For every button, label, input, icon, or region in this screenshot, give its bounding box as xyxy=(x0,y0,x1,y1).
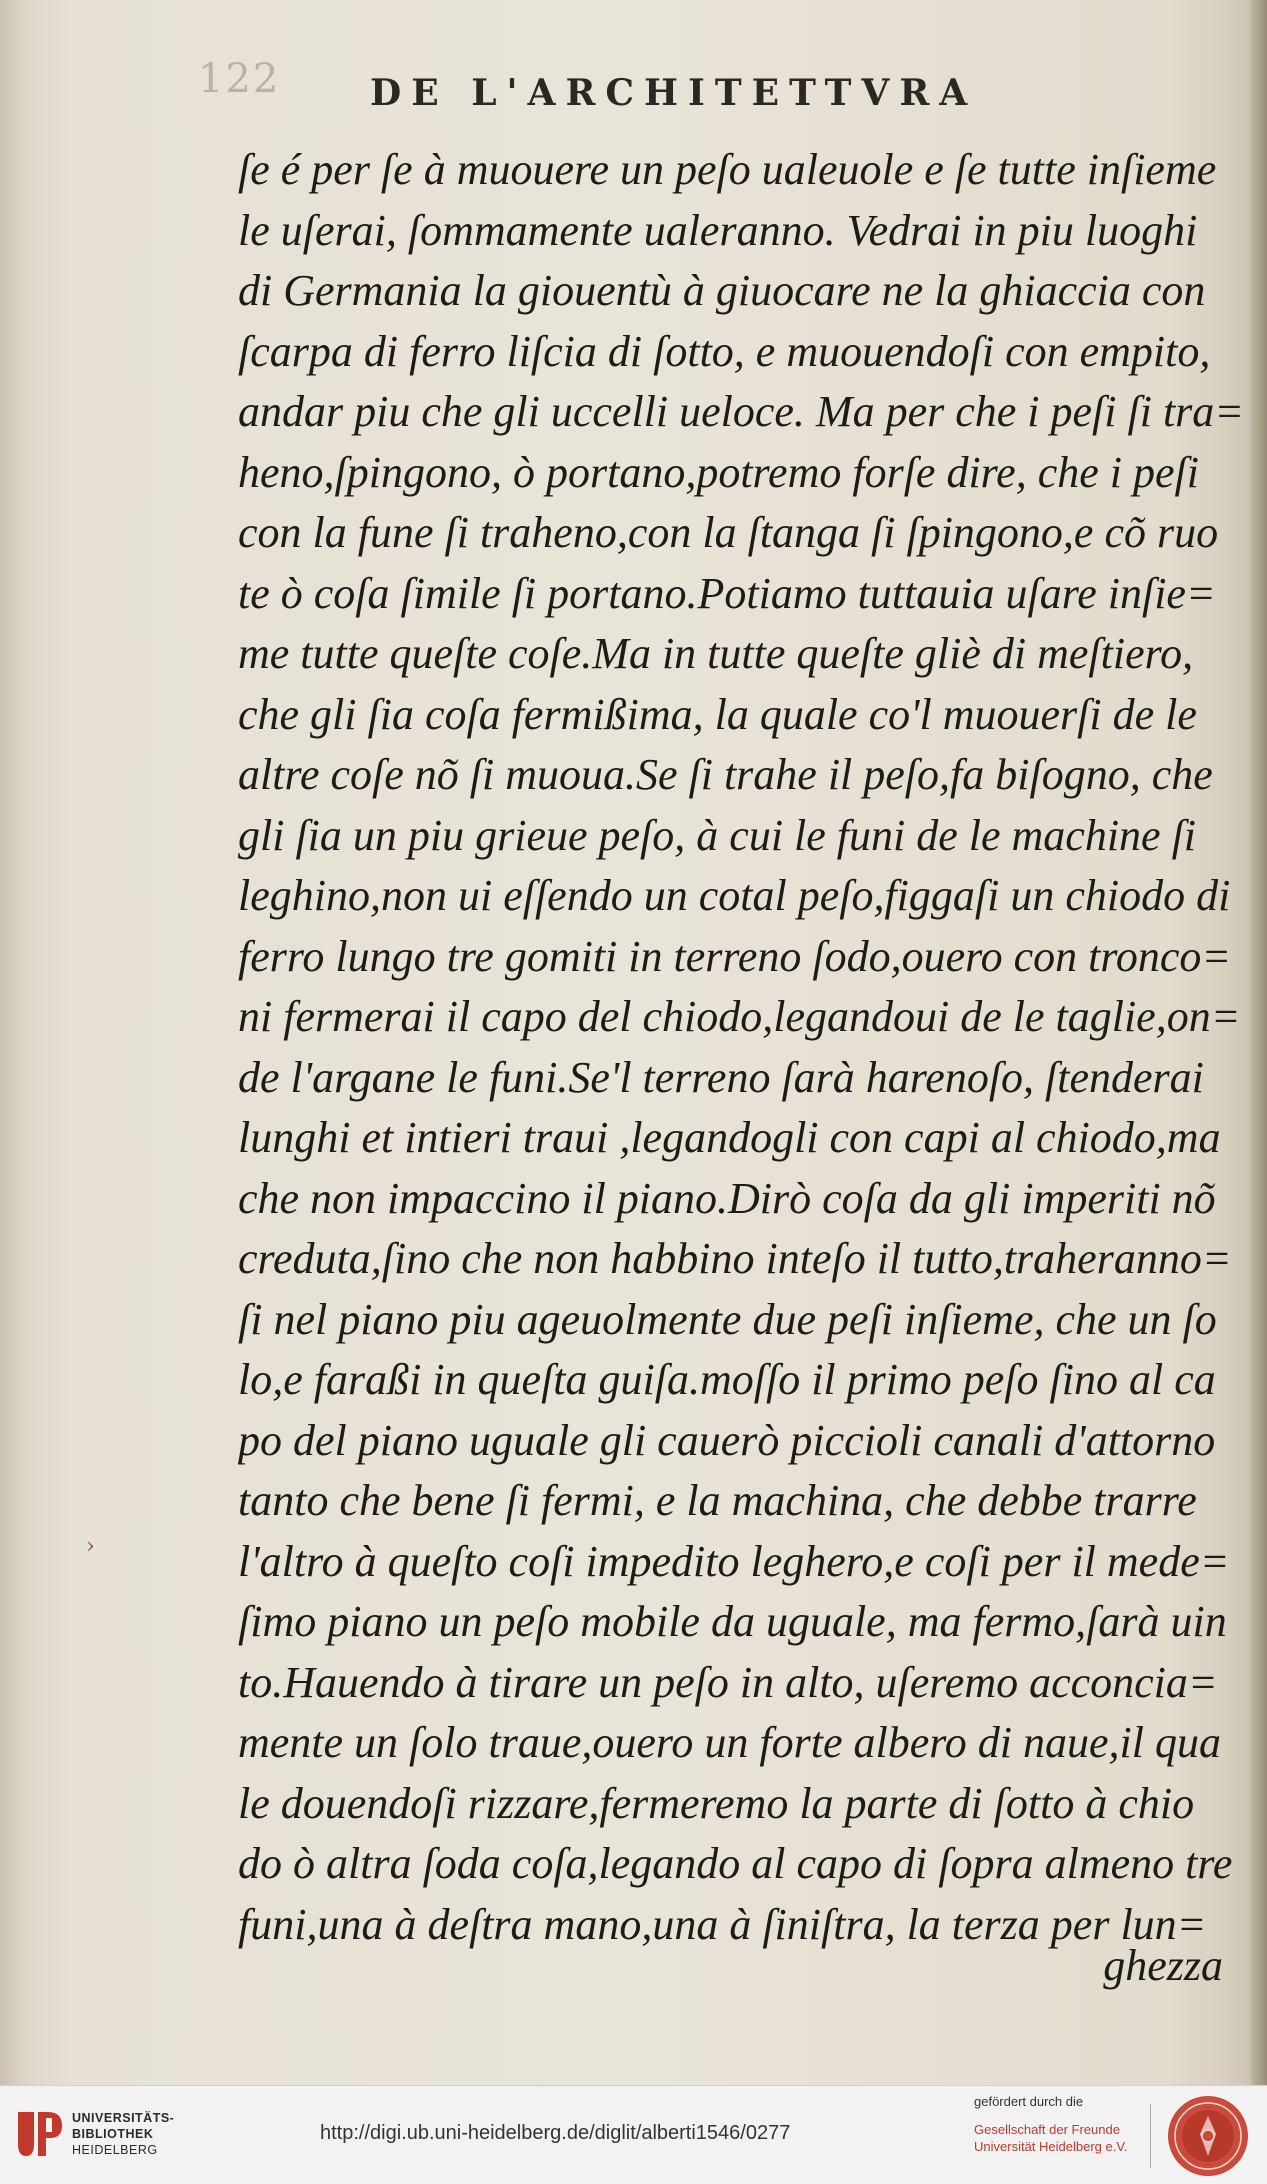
text-line: ſe é per ſe à muouere un peſo ualeuole e ſe tutte inſieme xyxy=(238,145,1217,194)
text-line: de l'argane le funi.Se'l terreno ſarà harenoſo, ſtenderai xyxy=(238,1052,1204,1102)
text-line: me tutte queſte coſe.Ma in tutte queſte gliè di meſtiero, xyxy=(238,629,1194,678)
text-line: lunghi et intieri traui ,legandogli con capi al chiodo,ma xyxy=(238,1113,1221,1162)
text-line: creduta,ſino che non habbino inteſo il tutto,traheranno= xyxy=(238,1234,1232,1283)
text-line: con la fune ſi traheno,con la ſtanga ſi ſpingono,e cõ ruo xyxy=(238,508,1219,557)
page-number-ghost: 122 xyxy=(198,56,281,102)
text-line: funi,una à deſtra mano,una à ſiniſtra, la terza per lun= xyxy=(238,1899,1207,1949)
text-line: andar piu che gli uccelli ueloce. Ma per che i peſi ſi tra= xyxy=(238,387,1244,436)
footer-bar xyxy=(0,2085,1267,2184)
text-line: l'altro à queſto coſi impedito leghero,e coſi per il mede= xyxy=(238,1536,1230,1586)
text-line: leghino,non ui eſſendo un cotal peſo,figgaſi un chiodo di xyxy=(238,871,1231,920)
text-line: che non impaccino il piano.Dirò coſa da gli imperiti nõ xyxy=(238,1173,1216,1223)
library-name xyxy=(72,2110,174,2158)
margin-mark: › xyxy=(86,1534,95,1559)
permalink-url[interactable]: http://digi.ub.uni-heidelberg.de/diglit/alberti1546/0277 xyxy=(320,2122,791,2144)
sponsor-divider xyxy=(1150,2104,1151,2168)
text-line: to.Hauendo à tirare un peſo in alto, uſeremo acconcia= xyxy=(238,1657,1218,1707)
text-line: ni fermerai il capo del chiodo,legandoui de le taglie,on= xyxy=(238,992,1241,1041)
text-line: do ò altra ſoda coſa,legando al capo di ſopra almeno tre xyxy=(238,1839,1233,1888)
library-line-2: BIBLIOTHEK xyxy=(72,2127,154,2141)
university-seal-icon xyxy=(1166,2094,1250,2178)
catchword: ghezza xyxy=(1103,1941,1223,1990)
text-line: po del piano uguale gli cauerò piccioli canali d'attorno xyxy=(238,1415,1216,1465)
text-line: che gli ſia coſa fermißima, la quale co'l muouerſi de le xyxy=(238,689,1197,739)
sponsor-line-1: Gesellschaft der Freunde xyxy=(974,2122,1120,2137)
text-line: le douendoſi rizzare,fermeremo la parte di ſotto à chio xyxy=(238,1778,1195,1828)
library-line-3: HEIDELBERG xyxy=(72,2143,158,2157)
text-line: di Germania la giouentù à giuocare ne la ghiaccia con xyxy=(238,266,1206,315)
text-line: te ò coſa ſimile ſi portano.Potiamo tuttauia uſare inſie= xyxy=(238,568,1216,618)
body-text xyxy=(238,140,1258,1955)
text-line: heno,ſpingono, ò portano,potremo forſe dire, che i peſi xyxy=(238,447,1199,497)
text-line: ſi nel piano piu ageuolmente due peſi inſieme, che un ſo xyxy=(238,1294,1217,1344)
text-line: ferro lungo tre gomiti in terreno ſodo,ouero con tronco= xyxy=(238,931,1232,981)
text-line: gli ſia un piu grieue peſo, à cui le funi de le machine ſi xyxy=(238,810,1197,860)
text-line: le uſerai, ſommamente ualeranno. Vedrai in piu luoghi xyxy=(238,205,1198,255)
text-line: altre coſe nõ ſi muoua.Se ſi trahe il peſo,fa biſogno, che xyxy=(238,750,1213,799)
ub-logo-icon xyxy=(12,2104,68,2164)
sponsor-line-2: Universität Heidelberg e.V. xyxy=(974,2139,1128,2154)
library-line-1: UNIVERSITÄTS- xyxy=(72,2111,175,2125)
sponsor-block xyxy=(974,2094,1127,2155)
text-line: tanto che bene ſi fermi, e la machina, che debbe trarre xyxy=(238,1476,1197,1525)
text-line: lo,e faraßi in queſta guiſa.moſſo il primo peſo ſino al ca xyxy=(238,1355,1216,1404)
sponsor-label: gefördert durch die xyxy=(974,2094,1084,2109)
text-line: ſcarpa di ferro liſcia di ſotto, e muouendoſi con empito, xyxy=(238,326,1211,376)
text-line: ſimo piano un peſo mobile da uguale, ma fermo,ſarà uin xyxy=(238,1597,1227,1646)
text-line: mente un ſolo traue,ouero un forte albero di naue,il qua xyxy=(238,1718,1221,1767)
running-head: DE L'ARCHITETTVRA xyxy=(370,72,978,114)
